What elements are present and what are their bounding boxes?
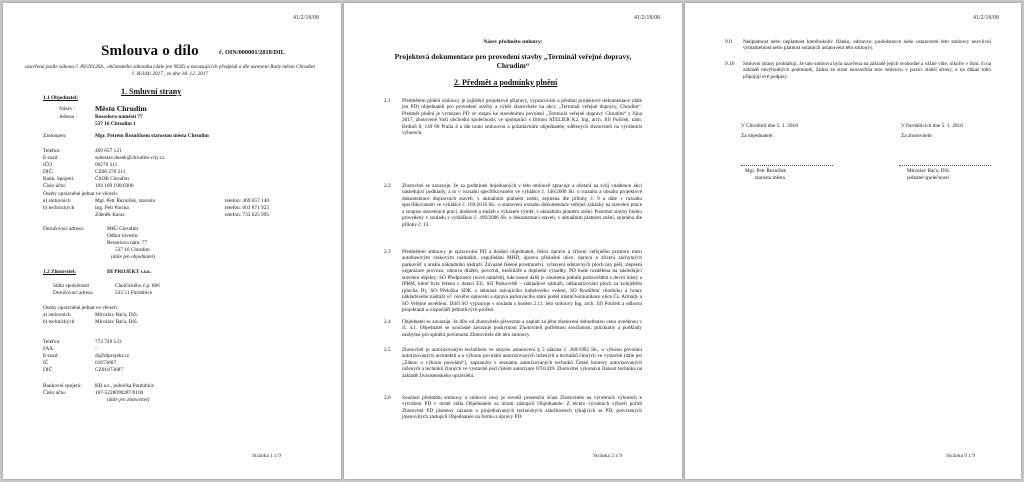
sign-left-title: starosta města: [755, 175, 785, 181]
objednatel-contract-person-phone: telefon: 469 657 140: [225, 198, 269, 204]
objednatel-phone-label: Telefon:: [43, 148, 61, 154]
zhotovitel-dic-label: DIČ: [43, 367, 53, 373]
zhotovitel-phone: 773 749 123: [95, 339, 122, 345]
zhotovitel-account-label: Číslo účtu:: [43, 390, 67, 396]
objednatel-address-1: Resselovo náměstí 77: [95, 114, 143, 120]
paragraph-number: 2.1: [384, 98, 391, 104]
paragraph-number: 9.9: [725, 39, 732, 45]
objednatel-account: 104 109 190/0300: [95, 183, 134, 189]
subject-label: Název předmětu smlouvy:: [483, 39, 543, 45]
objednatel-tech-person-1-phone: telefon: 603 871 923: [225, 205, 269, 211]
objednatel-contract-persons-label: a) smluvních: [43, 198, 71, 204]
paragraph-text: Smluvní strany prohlašují, že tato smlouva byla uzavřena na základě jejich svobodné a vážné vůle, nikoliv v tísni, či na základě nevýhodných podmínek, žádná ze stran neuzavřela tuto smlouvu v pozici slabší strany, a na důkaz toho připojují své podpisy.: [743, 61, 991, 80]
zhotovitel-tech-person: Miroslav Baťa, DiS.: [95, 319, 139, 325]
paragraph-number: 9.10: [725, 61, 735, 67]
paragraph-text: Neúplatnost nebo neplatnost kteréhokoliv článku, odstavce, pododstavce nebo ustanovení této smlouvy nezvlivní vymatitelnost nebo platnost ostatních ustanovení této smlouvy.: [743, 39, 991, 52]
objednatel-account-label: Číslo účtu:: [43, 183, 67, 189]
zhotovitel-account: 107-5228090287/0100: [95, 390, 144, 396]
objednatel-dic-label: DIČ:: [43, 169, 54, 175]
objednatel-bank: ČSOB Chrudim: [95, 176, 129, 182]
objednatel-ico-label: IČO: [43, 162, 53, 168]
zhotovitel-name: DI PROJEKT s.r.o.: [107, 269, 152, 275]
objednatel-heading: 1.1 Objednatel:: [43, 95, 79, 101]
zhotovitel-contract-persons-label: a) smluvních: [43, 312, 71, 318]
page-1: [3, 3, 341, 479]
zhotovitel-email: di@diprojekt.cz: [95, 353, 130, 359]
zhotovitel-note: (dále jen zhotovitel): [107, 397, 150, 403]
document-id: 41/2/18/08: [972, 15, 999, 21]
zhotovitel-delivery-label: Doručovací adresa: [53, 290, 93, 296]
objednatel-delivery-note: (dále jen objednatel): [111, 254, 156, 260]
objednatel-delivery-label: Doručovací adresa:: [43, 226, 85, 232]
zhotovitel-phone-label: Telefon:: [43, 339, 61, 345]
page-number: Stránka 1 z 9: [252, 453, 281, 459]
objednatel-delivery-2: Odbor investic: [107, 233, 139, 239]
paragraph-number: 2.3: [384, 249, 391, 255]
sign-right-title: jednatel společnosti: [907, 175, 949, 181]
paragraph-number: 2.5: [384, 347, 391, 353]
zhotovitel-ic-label: IČ: [43, 360, 49, 366]
sign-right-role: Za zhotovitele:: [901, 133, 933, 139]
zhotovitel-ic: 01873687: [95, 360, 117, 366]
objednatel-delivery-1: MěÚ Chrudim: [107, 226, 139, 232]
objednatel-tech-person-2: Zdeněk Karas: [95, 212, 125, 218]
sign-left-name: Mgr. Petr Řezníček: [745, 168, 787, 174]
page-2: [344, 3, 682, 479]
objednatel-address-label: Adresa :: [59, 114, 77, 120]
zhotovitel-contract-person: Miroslav Baťa, DiS.: [95, 312, 139, 318]
zhotovitel-tech-persons-label: b) technických: [43, 319, 75, 325]
objednatel-name-label: Název :: [59, 106, 76, 112]
paragraph-text: Předmětem smlouvy je zpracování PD a dodání objednateli, řešící úpravu a zřízení veřejného prostoru mezi autobusovým vlakovým nádražím, uspořádání MHD, úpravu příslušné ulice, úpravu a zřízení záchytných parkovišť a areálu nákladního nádraží. Závazně řešené prostranství, vybavení odstavných ploch pro pěší, zlepšení organizace provozu, obnova dlažeb, povrchů, mobiliáře a doplnění výsadby. PD bude rozdělena na následující stavební objekty: SO Předprostor (nové náměstí), kde nosné další je zásobeno jedním parkovištěm s devíti místy a IPRM, které byla řešena z dotací EU, SO Parkoviště – nákladové nádraží, odkanalizování ploch za kolejištěm (plocha D), SO Přeložka SDK a sehnaná stávajícího kabelového vedení, SO Rozšíření chodníku a hrany nákladového nádraží vč. nového oplocení a úprava parkovacího stání podél místní komunikace ulice Čs. Armády a SO Veřejné osvětlení. Dílčí SO vypracuje v souladu s bodem 2.11. této smlouvy Ing. arch. Jiří Poliček a odborní projektanti a rozpočtáři jednotlivých profesí.: [402, 249, 642, 314]
objednatel-contract-person: Mgr. Petr Řezníček, starosta: [95, 198, 155, 204]
contract-title: Smlouva o dílo: [101, 43, 199, 59]
document-id: 41/2/18/08: [633, 15, 660, 21]
sign-right-name: Miroslav Baťa, DiS.: [907, 168, 951, 174]
zhotovitel-delivery: 533 51 Pardubice: [115, 290, 153, 296]
paragraph-text: Předmětem plnění smlouvy je zajištění projektové přípravy, vypracování a předání projektové dokumentace (dále jen PD) objednateli pro provedení stavby a výběr zhotovitele na akci: „Terminál veřejné dopravy, Chrudim“. Předmět plnění je vymezen PD ve stupni ke stavebnímu povolení „Terminál veřejné dopravy Chrudim“ z října 2017, zhotovené Vaší obchodní společností, ve spolupráci s firmou ATELIER K2, Ing. arch. Jiří Poliček, nám. Hrdinů 8, 140 00 Praha 4 a dle touto smlouvou a požadavkům objednatele, sdělených zhotoviteli na výrobních výborech.: [402, 98, 642, 137]
sign-left-place: V Chrudimi dne 5. 1. 2018: [741, 123, 798, 129]
objednatel-persons-label: Osoby oprávněné jednat ve věcech:: [43, 191, 119, 197]
zhotovitel-heading: 1.2 Zhotovitel:: [43, 269, 76, 275]
zhotovitel-seat-label: Sídlo společnosti: [53, 283, 90, 289]
paragraph-text: Objednatel se zavazuje, že dílo od zhotovitele převezme a zaplatí za jeho zhotovení dohodnutou cenu uvedenou v čl. 4.1. Objednatel se současně zavazuje poskytnout Zhotoviteli potřebnou součinnost, průzkumy a podklady nezbytné pro splnění povinností Zhotovitele dle této smlouvy.: [402, 319, 642, 338]
section-heading-parties: 1. Smluvní strany: [121, 87, 182, 96]
objednatel-email-label: E-mail:: [43, 155, 59, 161]
paragraph-number: 2.4: [384, 319, 391, 325]
objednatel-name: Město Chrudim: [95, 104, 147, 113]
signature-line-left: [741, 165, 833, 166]
zhotovitel-fax: -: [95, 346, 97, 352]
objednatel-representative: Mgr. Petrem Řezníčkem starostou města Chrudim: [95, 133, 209, 139]
objednatel-address-2: 537 16 Chrudim 1: [95, 121, 136, 127]
objednatel-tech-persons-label: b) technických: [43, 205, 75, 211]
zhotovitel-seat: Chelčického č.p. 686: [115, 283, 160, 289]
paragraph-text: Součástí předmětu smlouvy a smluvní ceny je rovněž prezenční účast Zhotovitele na výrobních výborech k vytváření PD v místě sídla Objednatele za účasti zástupců Objednatele. Z těchto výrobních výborů pořídí Zhotovitel PD písemný záznam o projednávaných technických záležitostech týkajících se PD, potvrzených jmenovitých zástupců Objednatele na formu a úpravy PD.: [402, 395, 642, 421]
preamble: uzavřená podle zákona č. 89/2012Sb., občanského zákoníku (dále jen NOZ) a navazujících předpisů a dle usnesení Rady města Chrudim č. R/344/.2017 , ze dne 18. 12. 2017: [25, 64, 315, 77]
zhotovitel-email-label: E-mail:: [43, 353, 59, 359]
objednatel-ico: 00270 211: [95, 162, 118, 168]
zhotovitel-persons-label: Osoby oprávněné jednat ve věcech:: [43, 305, 119, 311]
zhotovitel-bank: KB a.s., pobočka Pardubice: [95, 383, 154, 389]
sign-left-role: Za objednatele:: [741, 133, 774, 139]
objednatel-tech-person-1: Ing. Petr Pacina: [95, 205, 129, 211]
contract-number: č. OIN/000001/2018/DIL: [219, 49, 285, 56]
page-number: Stránka 2 z 9: [593, 453, 622, 459]
objednatel-bank-label: Bank. Spojení:: [43, 176, 75, 182]
paragraph-text: Zhotovitel se zavazuje, že za podmínek dojednaných v této smlouvě zpracuje a obstará na svůj vnadenou akci následující podklady, a to v rozsahu specifikovaném ve vyhlášce č. 146/2008 Sb. o rozsahu a obsahu projektové dokumentace dopravních staveb, v aktuálním platném znění, zejména dle přílohy č. 9 a dále v rozsahu specifikovaném ve vyhlášce č. 169/2016 Sb., o stanovení rozsahu dokumentace veřejné zakázky na stavební práce a soupisu stavebních prací, dodávek a služeb s výkazem výměr, v aktuálním platném znění. Pozemní stavby budou provedeny v souladu s vyhláškou č. 499/2006 Sb. o dokumentaci staveb, v aktuálním platném znění, zejména dle přílohy č. 13.: [402, 183, 642, 228]
objednatel-phone: 469 657 121: [95, 148, 122, 154]
sign-right-place: V Pardubicích dne 5. 1. 2018: [901, 123, 963, 129]
paragraph-number: 2.6: [384, 395, 391, 401]
page-3: [685, 3, 1021, 479]
objednatel-delivery-3: Resselovo nám. 77: [107, 240, 148, 246]
objednatel-dic: CZ00 270 211: [95, 169, 126, 175]
paragraph-text: Zhotovitel je autorizovaným technikem ve smyslu ustanovení § 5 zákona č. 360/1992 Sb., o výkonu povolání autorizovaných architektů a o výkonu povolání autorizovaných inženýrů a techniků činných ve výstavbě (dále jen „Zákon o výkonu povolání“), zapsaným v seznamu autorizovaných techniků České komory autorizovaných inženýrů a techniků činných ve výstavbě pod číslem autorizace 0701439. Zhotovitel vykonává činnost technika na základě živnostenského oprávnění.: [402, 347, 642, 379]
zhotovitel-bank-label: Bankovní spojení:: [43, 383, 82, 389]
page-number: Stránka 9 z 9: [946, 453, 975, 459]
subject-title: Projektová dokumentace pro provedení stavby „Terminál veřejné dopravy, Chrudim“: [394, 52, 632, 70]
document-id: 41/2/18/08: [292, 15, 319, 21]
objednatel-delivery-4: 537 16 Chrudim: [115, 247, 150, 253]
objednatel-email: sobeslav.dusek@chrudim-city.cz: [95, 155, 165, 161]
paragraph-number: 2.2: [384, 183, 391, 189]
section-heading-subject: 2. Předmět a podmínky plnění: [454, 78, 558, 87]
signature-line-right: [899, 165, 991, 166]
zhotovitel-fax-label: FAX:: [43, 346, 55, 352]
zhotovitel-dic: CZ01873687: [95, 367, 123, 373]
objednatel-representative-label: Zastoupen:: [43, 133, 67, 139]
objednatel-tech-person-2-phone: telefon: 733 625 995: [225, 212, 269, 218]
